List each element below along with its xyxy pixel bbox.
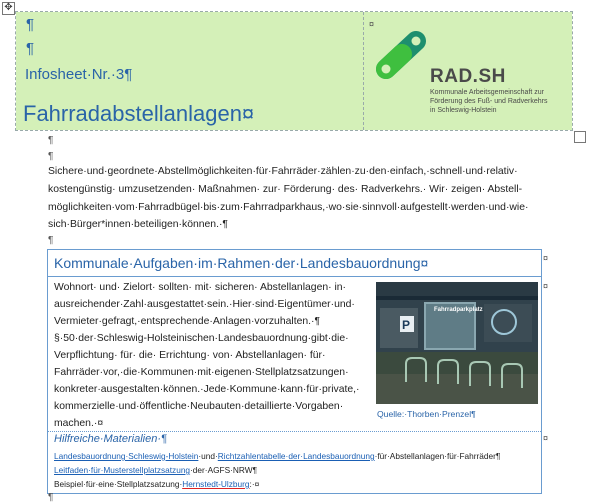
intro-text-line: sich·Bürger*innen·beteiligen·können.·¶ [48, 219, 229, 230]
row-end-mark: ¤ [543, 253, 549, 263]
table-move-handle[interactable]: ✥ [2, 2, 15, 15]
resource-text: ·für·Abstellanlagen·für·Fahrräder¶ [374, 451, 501, 461]
link-leitfaden[interactable]: Leitfaden·für·Musterstellplatzsatzung [54, 465, 191, 475]
box-text-line: machen.·¤ [54, 418, 104, 429]
box-text-line: §·50·der·Schleswig-Holsteinischen·Landesbauordnung·gibt·die· [54, 333, 349, 344]
row-end-mark: ¤ [543, 433, 549, 443]
box-text-line: Verpflichtung· für· die· Errichtung· von· Abstellanlagen· für· [54, 350, 326, 361]
cell-end-mark: ¤ [369, 19, 375, 29]
resource-line [54, 479, 259, 489]
paragraph-mark: ¶ [48, 135, 54, 146]
link-landesbauordnung[interactable]: Landesbauordnung·Schleswig-Holstein [54, 451, 199, 461]
intro-text-line: möglichkeiten·vom·Fahrradbügel·bis·zum·Fahrradparkhaus,·wo·sie·sinnvoll·aufgestellt·werden·und·wie· [48, 202, 529, 213]
row-end-mark: ¤ [543, 281, 549, 291]
paragraph-mark: ¶ [48, 235, 54, 246]
materials-title: Hilfreiche·Materialien·¶ [54, 433, 167, 445]
rad-sh-logo-icon [372, 25, 432, 85]
logo-subtitle: Förderung des Fuß- und Radverkehrs [430, 98, 548, 105]
paragraph-mark: ¶ [26, 16, 35, 33]
box-title: Kommunale·Aufgaben·im·Rahmen·der·Landesbauordnung¤ [54, 255, 429, 271]
box-text-line: kommerzielle·und·öffentliche·Neubauten·detaillierte·Vorgaben· [54, 401, 344, 412]
parking-p-sign: P [402, 318, 411, 332]
box-text-line: Fahrräder·vor,·die·Kommunen·mit·eigenen·Stellplatzsatzungen· [54, 367, 349, 378]
box-text-line: ausreichender·Zahl·ausgestattet·sein.·Hier·sind·Eigentümer·und· [54, 299, 355, 310]
resource-text: :·¤ [249, 479, 260, 489]
resource-text: ·der·AGFS·NRW¶ [190, 465, 258, 475]
header-title-cell[interactable] [16, 12, 364, 130]
logo-subtitle: Kommunale Arbeitsgemeinschaft zur [430, 89, 544, 96]
resource-line [54, 451, 500, 461]
paragraph-mark: ¶ [26, 40, 35, 57]
box-divider [48, 276, 541, 277]
photo-caption: Quelle:·Thorben·Prenzel¶ [377, 409, 476, 419]
logo-wordmark: RAD.SH [430, 66, 506, 87]
intro-text-line: kostengünstig· umzusetzenden· Maßnahmen· zur· Förderung· des· Radverkehrs.· Wir· zeigen· Abstell- [48, 184, 523, 195]
logo-subtitle: in Schleswig-Holstein [430, 107, 497, 114]
resource-text: Beispiel·für·eine·Stellplatzsatzung· [54, 479, 183, 489]
intro-text-line: Sichere·und·geordnete·Abstellmöglichkeiten·für·Fahrräder·zählen·zu·den·einfach,·schnell·und·relativ· [48, 166, 518, 177]
box-text-line: Wohnort· und· Zielort· sollten· mit· sicheren· Abstellanlagen· in· [54, 282, 347, 293]
table-resize-handle[interactable] [574, 131, 586, 143]
bike-parking-image [376, 282, 538, 404]
infosheet-number: Infosheet·Nr.·3¶ [25, 66, 133, 83]
link-richtzahlentabelle[interactable]: Richtzahlentabelle·der·Landesbauordnung [217, 451, 375, 461]
resource-text: ·und· [198, 451, 218, 461]
bike-parking-photo[interactable] [376, 282, 538, 404]
link-hernstedt-ulzburg[interactable]: Hernstedt-Ulzburg [182, 479, 250, 489]
box-divider [48, 431, 541, 432]
page-title: Fahrradabstellanlagen¤ [23, 101, 255, 126]
box-text-line: konkreter·ausgestalten·können.·Jede·Kommune·kann·für·private,· [54, 384, 360, 395]
resource-line [54, 465, 257, 475]
parking-sign-text: Fahrradparkplatz [434, 307, 483, 313]
box-text-line: Vermieter·gefragt,·entsprechende·Anlagen·vorzuhalten.·¶ [54, 316, 321, 327]
paragraph-mark: ¶ [48, 492, 54, 503]
paragraph-mark: ¶ [48, 151, 54, 162]
